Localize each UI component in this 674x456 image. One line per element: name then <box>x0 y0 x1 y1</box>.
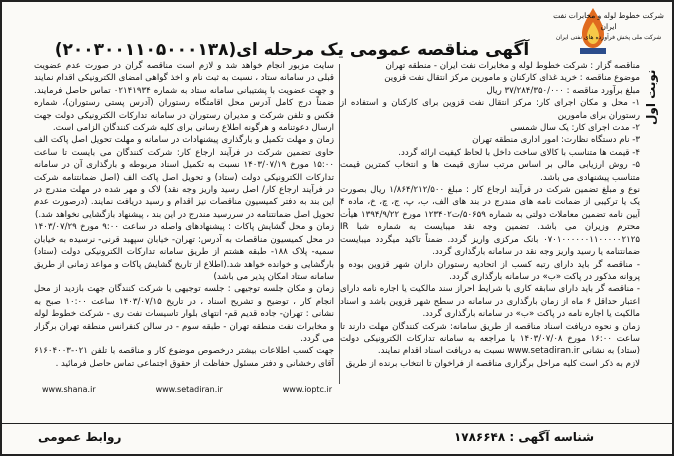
footer <box>2 423 672 454</box>
paragraph: ۵- روش ارزیابی مالی بر اساس مرتب سازی قیمت ها و انتخاب کمترین قیمت متناسب پیشنهادی می باشد. <box>340 160 640 183</box>
paragraph: ۴- قیمت ها متناسب با کالای ساخت داخل با لحاظ کیفیت ارائه گردد. <box>398 147 640 158</box>
right-column <box>340 60 640 385</box>
organization-name <box>551 10 666 43</box>
paragraph: سایت مزبور انجام خواهد شد و لازم است مناقصه گران در صورت عدم عضویت قبلی در سامانه ستاد ، نسبت به ثبت نام و اخذ گواهی امضای الکترونیکی اقدام نمایند و جهت عضویت با پشتیبانی سامانه ستاد به شماره ۰۲۱۴۱۹۳۴ تماس حاصل فرمایند. ضمناً درج کامل آدرس محل اقامتگاه رستوران (آدرس پستی رستوران)، شماره فکس و تلفن شرکت و مدیران رستوران در سامانه تدارکات الکترونیکی دولت جهت ارسال دعوتنامه و هرگونه اطلاع رسانی برای کلیه شرکت کنندگان الزامی است. <box>34 61 334 134</box>
website-link[interactable]: www.shana.ir <box>42 385 96 394</box>
paragraph: ۳- نام دستگاه نظارت: امور اداری منطقه تهران <box>472 135 640 146</box>
paragraph: مبلغ برآورد مناقصه : ۳۷/۲۸۴/۳۵۰/۰۰۰ ریال <box>486 85 640 96</box>
org-line-2: شرکت ملی پخش فرآورده های نفتی ایران <box>555 34 662 41</box>
ad-id: شناسه آگهی : ۱۷۸۶۶۴۸ <box>453 430 594 444</box>
paragraph: موضوع مناقصه : خرید غذای کارکنان و مامورین مرکز انتقال نفت قزوین <box>384 73 640 84</box>
paragraph: ۱- محل و مکان اجرای کار: مرکز انتقال نفت قزوین برای کارکنان و استفاده از رستوران برای مامورین <box>340 98 640 121</box>
left-column <box>34 60 334 385</box>
public-relations: روابط عمومی <box>38 430 122 444</box>
paragraph: ۲- مدت اجرای کار: یک سال شمسی <box>510 123 640 134</box>
paragraph: لازم به ذکر است کلیه مراحل برگزاری مناقصه از فراخوان تا انتخاب برنده از طریق <box>345 358 640 369</box>
paragraph: زمان و مکان جلسه توجیهی : جلسه توجیهی با شرکت کنندگان جهت بازدید از محل انجام کار ، توضیح و تشریح اسناد ، در تاریخ ۱۴۰۳/۰۷/۱۵ ساعت ۱۰:۰۰ صبح به نشانی : تهران- جاده قدیم قم- انتهای بلوار تاسیسات نفت ری - شرکت خطوط لوله و مخابرات نفت منطقه تهران - طبقه سوم - در سالن کنفرانس منطقه تهران برگزار می گردد. <box>34 284 334 344</box>
paragraph: - مناقصه گر باید دارای رتبه کسب از اتحادیه رستوران داران شهر قزوین بوده و پروانه مذکور در پاکت «ب» در سامانه بارگذاری گردد. <box>340 259 640 282</box>
page-title: آگهی مناقصه عمومی یک مرحله ای(۲۰۰۳۰۰۱۱۰۵۰۰۰۱۳۸) <box>54 40 530 60</box>
paragraph: زمان و نحوه دریافت اسناد مناقصه از طریق سامانه: شرکت کنندگان مهلت دارند تا ساعت ۱۶:۰۰ مورخ ۱۴۰۳/۰۷/۰۸ با مراجعه به سامانه تدارکات الکترونیکی دولت (ستاد) به نشانی www.setadiran.ir نسبت به دریافت اسناد اقدام نمایند. <box>340 321 640 357</box>
paragraph: جهت کسب اطلاعات بیشتر درخصوص موضوع کار و مناقصه با تلفن ۰۲۱-۶۱۶۰۴۰۰۳ آقای رخشانی و دفتر مسئول حفاظت از حقوق اجتماعی تماس حاصل فرمائید . <box>34 346 334 369</box>
website-link[interactable]: www.ioptc.ir <box>282 385 332 394</box>
column-divider <box>339 64 340 384</box>
paragraph: - مناقصه گر باید دارای سابقه کاری با شرایط احراز سند مالکیت یا اجاره نامه دارای اعتبار حداقل ۶ ماه از زمان بارگذاری در سامانه در سطح شهر قزوین باشد و اسناد مالکیت یا اجاره نامه در پاکت «ب» در سامانه بارگذاری گردد. <box>340 284 640 320</box>
paragraph: زمان و محل گشایش پاکات : پیشنهادهای واصله در ساعت ۹:۰۰ مورخ ۱۴۰۳/۰۷/۲۹ در محل کمیسیون مناقصات به آدرس: تهران- خیابان سپهبد قرنی- نرسیده به خیابان سمیه- پلاک ۱۸۸- طبقه هشتم از طریق سامانه تدارکات الکترونیکی دولت (ستاد) بارگشایی و خوانده خواهد شد.(اطلاع از تاریخ گشایش پاکات و مواعد زمانی از طریق سامانه ستاد امکان پذیر می باشد) <box>34 222 334 282</box>
paragraph: زمان و مهلت تکمیل و بارگذاری پیشنهادات در سامانه و مهلت تحویل اصل پاکت الف حاوی تضمین شرکت در فرآیند ارجاع کار: شرکت کنندگان می بایست تا ساعت ۱۵:۰۰ مورخ ۱۴۰۳/۰۷/۱۹ نسبت به تکمیل اسناد مربوطه و بارگذاری آن در سامانه تدارکات الکترونیکی دولت (ستاد) و تحویل اصل پاکت الف (اصل ضمانتنامه شرکت در فرآیند ارجاع کار/ اصل رسید واریز وجه نقد) لاک و مهر شده در مهلت مندرج در این بند به دفتر کمیسیون مناقصات نیز اقدام و رسید دریافت نمایند. (درصورت عدم تحویل اصل ضمانتنامه در سررسید مندرج در این بند ، پیشنهاد بازگشایی نخواهد شد.) <box>34 135 334 220</box>
paragraph: نوع و مبلغ تضمین شرکت در فرآیند ارجاع کار : مبلغ ۱/۸۶۴/۲۱۲/۵۰۰ ریال بصورت یک یا ترکیبی از ضمانت نامه های مندرج در بند های الف، ب، پ، ج، چ، خ، ماده ۴ آیین نامه تضمین معاملات دولتی به شماره ۵۰۶۵۹/ت۱۲۳۴۰۲ مورخ ۱۳۹۴/۹/۲۲ هیأت محترم وزیران می باشد. تضمین وجه نقد میبایست به شماره شبا IR ۰۷۰۱۰۰۰۰۰۰۱۱۰۰۰۰۰۲۱۲۵ بانک مرکزی واریز گردد. ضمناً تاکید میگردد میبایست ضمانتنامه یا رسید واریز وجه نقد در سامانه بارگذاری گردد. <box>340 185 640 258</box>
org-line-1: شرکت خطوط لوله و مخابرات نفت ایران <box>553 11 664 31</box>
website-link[interactable]: www.setadiran.ir <box>155 385 223 394</box>
side-label: نوبت اول <box>644 69 658 125</box>
websites <box>42 385 332 394</box>
paragraph: مناقصه گزار : شرکت خطوط لوله و مخابرات نفت ایران - منطقه تهران <box>385 61 640 71</box>
